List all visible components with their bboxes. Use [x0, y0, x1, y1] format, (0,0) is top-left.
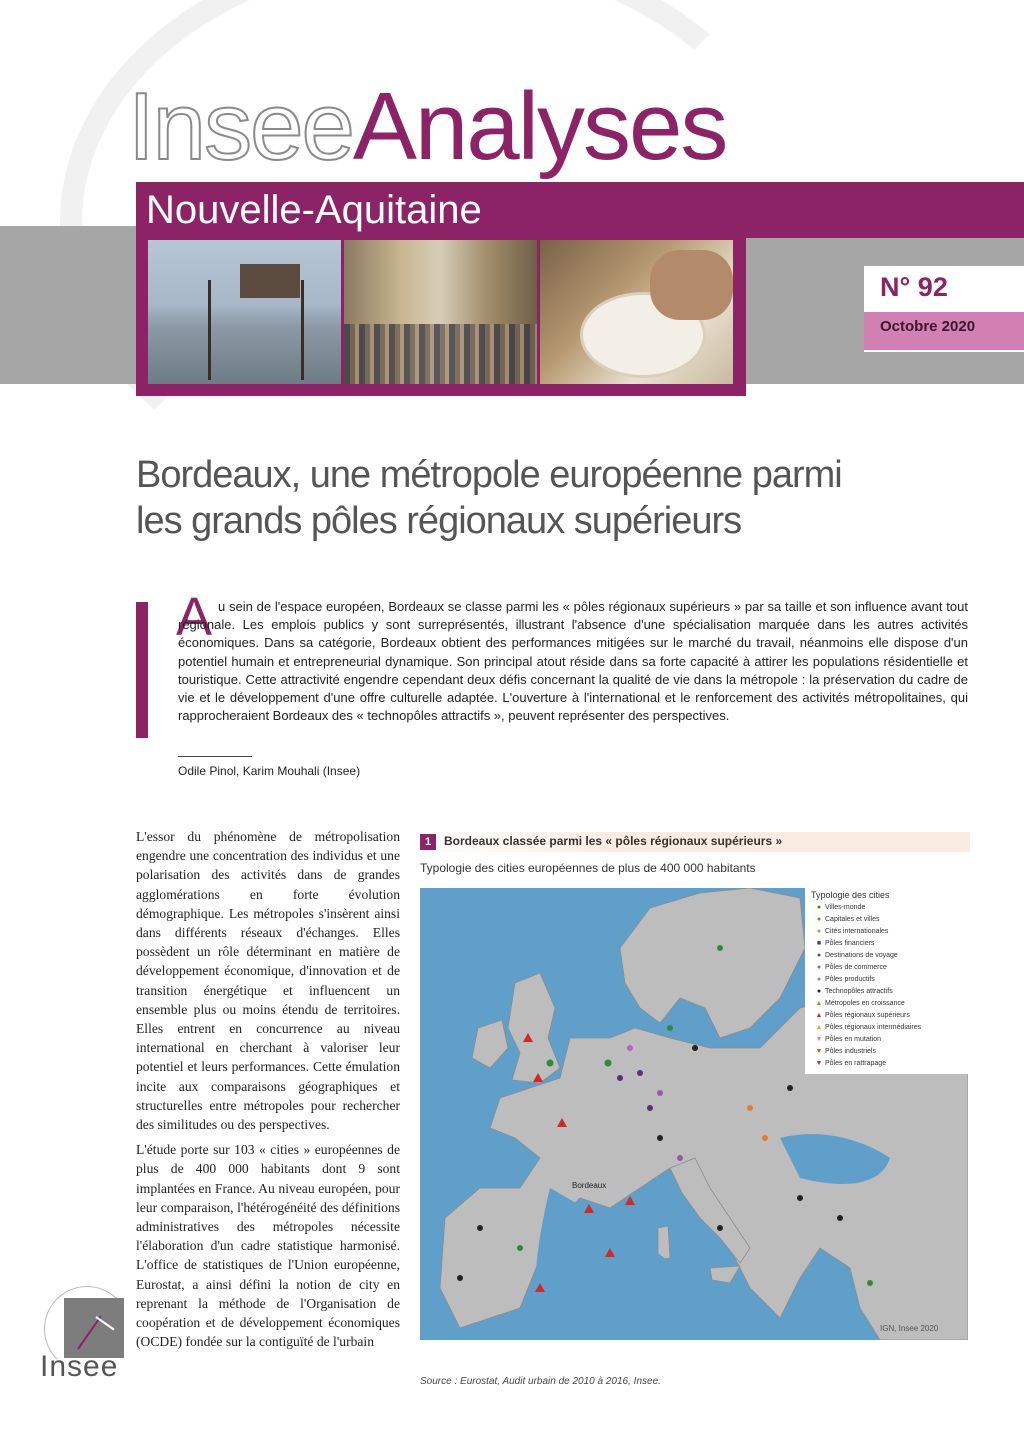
legend-item: [805, 1022, 968, 1034]
legend-symbol: ●: [816, 988, 822, 995]
fishing-hut-photo: [148, 240, 341, 384]
legend-symbol: ▲: [815, 1012, 823, 1019]
article-title: [136, 452, 896, 544]
marker-bologna: [677, 1155, 683, 1161]
marker-frankfurt: [637, 1070, 643, 1076]
marker-sofia: [837, 1215, 843, 1221]
marker-porto: [477, 1225, 483, 1231]
legend-symbol: ■: [816, 940, 822, 947]
craftsman-photo: [540, 240, 733, 384]
title-line-2: les grands pôles régionaux supérieurs: [136, 500, 742, 542]
legend-label: Pôles de commerce: [825, 964, 887, 971]
legend-item: [805, 1046, 968, 1058]
legend-item: [805, 1034, 968, 1046]
body-column: [136, 827, 400, 1357]
legend-item: [805, 986, 968, 998]
marker-munich: [647, 1105, 653, 1111]
insee-logo-text: Insee: [40, 1350, 119, 1383]
legend-item: [805, 902, 968, 914]
legend-label: Cités internationales: [825, 928, 889, 935]
publication-brand: [128, 72, 726, 182]
legend-label: Capitales et villes: [825, 916, 880, 923]
marker-budapest: [762, 1135, 768, 1141]
map-label-bordeaux: Bordeaux: [572, 1181, 607, 1190]
figure-source: Source : Eurostat, Audit urbain de 2010 à 2016, Insee.: [420, 1376, 661, 1387]
legend-item: [805, 914, 968, 926]
legend-item: [805, 1058, 968, 1070]
marker-vienna: [747, 1105, 753, 1111]
legend-label: Pôles en mutation: [825, 1036, 882, 1043]
legend-symbol: ●: [816, 928, 822, 935]
sea-mediterranean: [535, 1188, 710, 1340]
legend-item: [805, 998, 968, 1010]
legend-item: [805, 962, 968, 974]
land-sicily: [710, 1266, 740, 1283]
map-legend: [805, 888, 968, 1074]
land-scandinavia: [620, 888, 805, 1038]
body-paragraph-1: L'essor du phénomène de métropolisation engendre une concentration des individus et une polarisation des activités dans de grandes agglomérations en forte évolution démographique. Les métropoles s'insèrent ainsi dans différents réseaux d'échanges. Elles possèdent un rôle déterminant en matière de développement économique, d'innovation et de transition énergétique et influencent un ensemble plus ou moins étendu de territoires. Elles entrent en concurrence au niveau international en cherchant à valoriser leur potentiel et leurs performances. Cette émulation incite aux comparaisons géographiques et structurelles entre métropoles pour rechercher des similitudes ou des perspectives.: [136, 829, 400, 1133]
marker-lisbon: [457, 1275, 463, 1281]
marker-brussels: [617, 1075, 623, 1081]
land-great-britain: [508, 973, 560, 1083]
legend-symbol: ●: [816, 964, 822, 971]
lead-text: u sein de l'espace européen, Bordeaux se classe parmi les « pôles régionaux supérieurs » par sa taille et son influence avant tout régionale. Les emplois publics y sont surreprésentés, illustrant l'absence d'une spécialisation marquée dans les autres activités économiques. Dans sa catégorie, Bordeaux obtient des performances mitigées sur le marché du travail, néanmoins elle dispose d'un potentiel humain et entrepreneurial dynamique. Son principal atout réside dans sa forte capacité à attirer les populations résidentielle et touristique. Cette attractivité engendre cependant deux défis concernant la qualité de vie dans la métropole : la préservation du cadre de vie et le développement d'une offre culturelle adaptée. L'ouverture à l'international et le renforcement des activités métropolitaines, qui rapprocheraient Bordeaux des « technopôles attractifs », peuvent représenter des perspectives.: [178, 599, 968, 724]
legend-label: Pôles financiers: [825, 940, 875, 947]
marker-paris: [605, 1060, 612, 1067]
issue-date: Octobre 2020: [880, 318, 976, 335]
region-name: Nouvelle-Aquitaine: [146, 188, 482, 232]
figure-title: Bordeaux classée parmi les « pôles régionaux supérieurs »: [444, 834, 783, 848]
marker-athens: [867, 1280, 873, 1286]
legend-item: [805, 1010, 968, 1022]
marker-stuttgart: [657, 1090, 663, 1096]
brand-analyses: Analyses: [352, 73, 727, 180]
legend-title: Typologie des cities: [811, 890, 890, 900]
legend-label: Pôles régionaux supérieurs: [825, 1012, 910, 1019]
marker-madrid: [517, 1245, 523, 1251]
legend-label: Pôles productifs: [825, 976, 875, 983]
marker-bucharest: [797, 1195, 803, 1201]
land-ireland: [472, 1020, 508, 1068]
legend-symbol: ▼: [815, 1060, 823, 1067]
insee-logo-mark: [64, 1298, 124, 1358]
marker-warsaw: [787, 1085, 793, 1091]
map-copyright: IGN, Insee 2020: [880, 1324, 939, 1333]
legend-label: Pôles en rattrapage: [825, 1060, 887, 1067]
legend-label: Métropoles en croissance: [825, 1000, 905, 1007]
legend-label: Pôles industriels: [825, 1048, 876, 1055]
lead-paragraph: [178, 598, 968, 725]
legend-item: [805, 938, 968, 950]
legend-symbol: ▲: [815, 1000, 823, 1007]
legend-symbol: ▼: [815, 1048, 823, 1055]
legend-symbol: ▲: [815, 1024, 823, 1031]
lead-dropcap: A: [176, 587, 213, 647]
issue-number: N° 92: [880, 272, 948, 302]
lead-accent-bar: [136, 602, 148, 738]
body-paragraph-2: L'étude porte sur 103 « cities » européennes de plus de 400 000 habitants dont 9 sont implantées en France. Au niveau européen, pour leur comparaison, l'hétérogénéité des définitions administratives des métropoles nécessite l'élaboration d'un cadre statistique harmonisé. L'office de statistiques de l'Union européenne, Eurostat, a ainsi défini la notion de city en reprenant la méthode de l'Organisation de coopération et de développement économiques (OCDE) fondée sur la contiguïté de l'urbain: [136, 1142, 400, 1350]
marker-copenhagen: [667, 1025, 673, 1031]
figure-subtitle: Typologie des cities européennes de plus de 400 000 habitants: [420, 861, 756, 875]
authors: Odile Pinol, Karim Mouhali (Insee): [178, 764, 361, 778]
marker-london: [547, 1060, 554, 1067]
marker-stockholm: [717, 945, 723, 951]
legend-rows: [805, 902, 968, 1070]
legend-label: Destinations de voyage: [825, 952, 898, 959]
authors-rule: [178, 756, 252, 757]
street-crowd-photo: [344, 240, 537, 384]
marker-amsterdam: [627, 1045, 633, 1051]
legend-label: Villes-monde: [825, 904, 866, 911]
brand-insee: Insee: [128, 73, 353, 180]
marker-milan: [657, 1135, 663, 1141]
marker-berlin: [692, 1045, 698, 1051]
title-line-1: Bordeaux, une métropole européenne parmi: [136, 454, 842, 496]
legend-item: [805, 950, 968, 962]
legend-symbol: ▼: [815, 1036, 823, 1043]
legend-symbol: ●: [816, 976, 822, 983]
legend-label: Pôles régionaux intermédiaires: [825, 1024, 922, 1031]
legend-symbol: ●: [816, 952, 822, 959]
legend-symbol: ●: [816, 916, 822, 923]
legend-symbol: ●: [816, 904, 822, 911]
legend-item: [805, 974, 968, 986]
figure-number: 1: [420, 834, 436, 850]
legend-label: Technopôles attractifs: [825, 988, 893, 995]
legend-item: [805, 926, 968, 938]
marker-rome: [717, 1225, 723, 1231]
